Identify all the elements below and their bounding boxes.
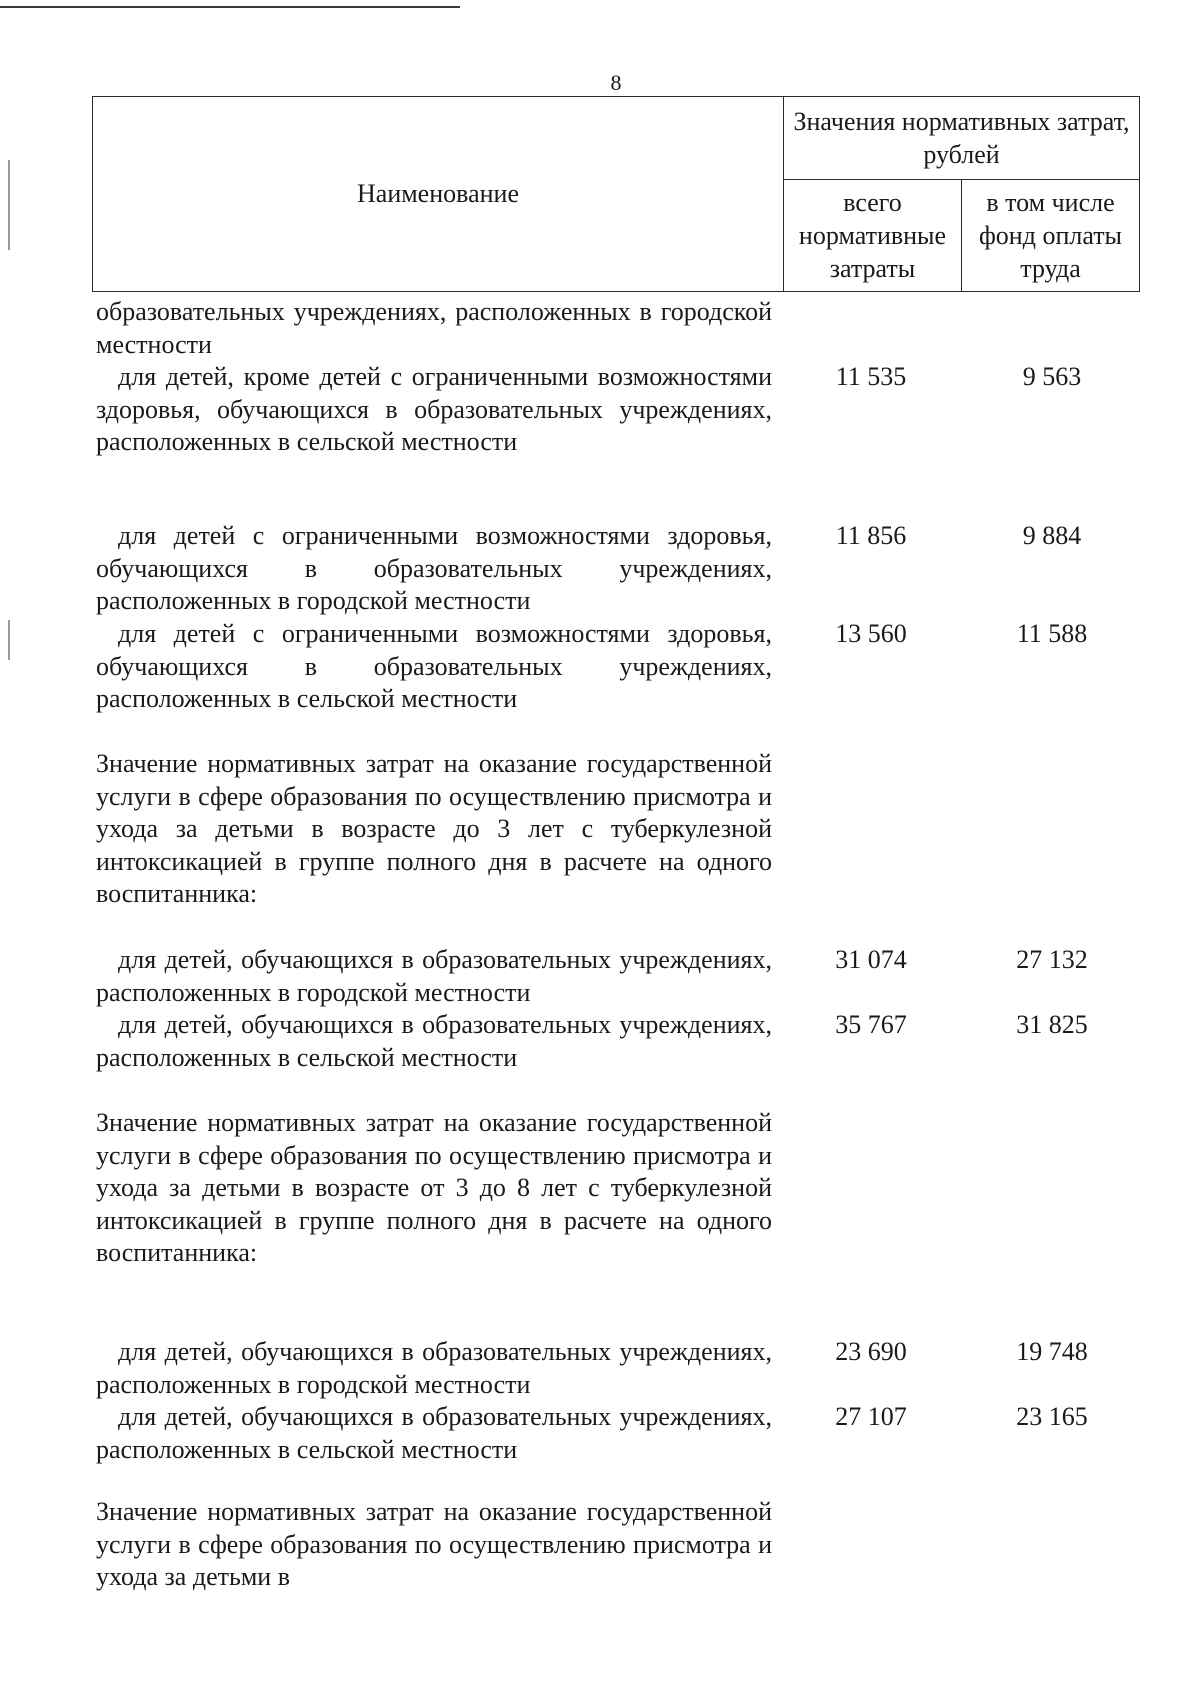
scan-artifact-line bbox=[0, 6, 460, 8]
row-wage: 11 588 bbox=[1016, 619, 1088, 648]
row-total: 11 856 bbox=[835, 521, 907, 550]
row-text: Значение нормативных затрат на оказание государственной услуги в сфере образования по осуществлению присмотра и ухода за детьми в bbox=[96, 1497, 772, 1591]
row-total: 13 560 bbox=[835, 619, 907, 648]
row-text: Значение нормативных затрат на оказание государственной услуги в сфере образования по осуществлению присмотра и ухода за детьми в возрасте до 3 лет с туберкулезной интоксикацией в группе полного дня в расчете на одного воспитанника: bbox=[96, 749, 772, 908]
row-text: для детей, обучающихся в образовательных учреждениях, расположенных в сельской местности bbox=[96, 1010, 772, 1072]
scan-artifact-mark bbox=[8, 620, 10, 660]
row-wage: 23 165 bbox=[1016, 1402, 1088, 1431]
row-wage: 31 825 bbox=[1016, 1010, 1088, 1039]
column-group-header: Значения нормативных затрат, рублей bbox=[784, 97, 1140, 180]
scan-artifact-mark bbox=[8, 160, 10, 250]
column-header-wage: в том числе фонд оплаты труда bbox=[962, 180, 1140, 292]
row-text: образовательных учреждениях, расположенных в городской местности bbox=[96, 297, 772, 359]
row-total: 31 074 bbox=[835, 945, 907, 974]
row-total: 27 107 bbox=[835, 1402, 907, 1431]
table-header bbox=[92, 96, 1140, 292]
row-total: 11 535 bbox=[835, 362, 907, 391]
row-wage: 27 132 bbox=[1016, 945, 1088, 974]
row-wage: 19 748 bbox=[1016, 1337, 1088, 1366]
row-text: для детей, обучающихся в образовательных учреждениях, расположенных в городской местности bbox=[96, 1337, 772, 1399]
row-text: для детей с ограниченными возможностями здоровья, обучающихся в образовательных учреждениях, расположенных в городской местности bbox=[96, 521, 772, 615]
row-total: 35 767 bbox=[835, 1010, 907, 1039]
row-text: для детей, кроме детей с ограниченными возможностями здоровья, обучающихся в образовательных учреждениях, расположенных в сельской местности bbox=[96, 362, 772, 456]
row-text: для детей, обучающихся в образовательных учреждениях, расположенных в городской местности bbox=[96, 945, 772, 1007]
row-wage: 9 884 bbox=[1022, 521, 1082, 550]
row-text: для детей, обучающихся в образовательных учреждениях, расположенных в сельской местности bbox=[96, 1402, 772, 1464]
row-text: для детей с ограниченными возможностями здоровья, обучающихся в образовательных учреждениях, расположенных в сельской местности bbox=[96, 619, 772, 713]
row-text: Значение нормативных затрат на оказание государственной услуги в сфере образования по осуществлению присмотра и ухода за детьми в возрасте от 3 до 8 лет с туберкулезной интоксикацией в группе полного дня в расчете на одного воспитанника: bbox=[96, 1108, 772, 1267]
column-header-name: Наименование bbox=[93, 97, 784, 292]
page-number: 8 bbox=[610, 70, 622, 95]
row-total: 23 690 bbox=[835, 1337, 907, 1366]
column-header-total: всего нормативные затраты bbox=[784, 180, 962, 292]
row-wage: 9 563 bbox=[1022, 362, 1082, 391]
